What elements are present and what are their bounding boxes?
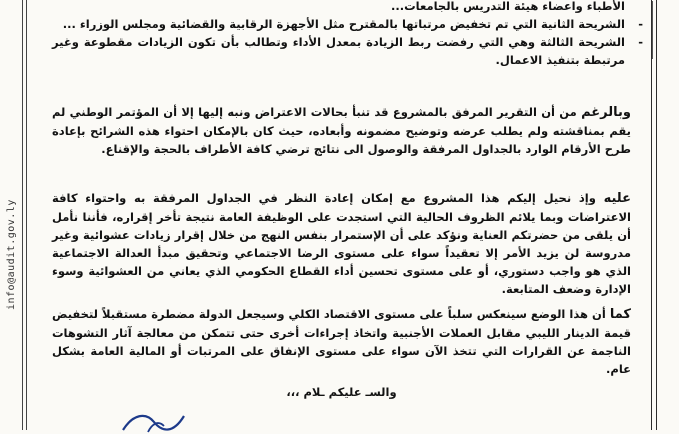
- bullet-dash: -: [638, 35, 643, 49]
- paragraph-1-text: من أن التقرير المرفق بالمشروع قد تنبأ بحالات الاعتراض ونبه إليها إلا أن المؤتمر الوطني لم يقم بمناقشته ولم يطلب عرضه وتوضيح مضمونه وأبعاده، حيث كان بالإمكان احتواء هذه الشرائح بإعادة طرح الأرقام الوارد بالجداول المرفقة والوصول الى نتائج ترضي كافة الأطراف بالحجة والإقناع.: [52, 105, 631, 156]
- bullet-item: - الشريحة الثالثة وهي التي رفضت ربط الزيادة بمعدل الأداء وتطالب بأن تكون الزيادات مقطوعة وغير مرتبطة بتنفيذ الاعمال.: [52, 35, 643, 67]
- bullet-dash: -: [638, 17, 643, 31]
- side-contact-email: info@audit.gov.ly: [6, 199, 17, 310]
- paragraph-2-keyword: عليه: [603, 191, 631, 206]
- paragraph-3: [52, 305, 631, 378]
- left-border-frame: [22, 0, 27, 430]
- bullet-item: الأطباء واعضاء هيئة التدريس بالجامعات...: [391, 0, 625, 13]
- paragraph-1: [52, 103, 631, 158]
- closing-salutation: والسـ عليكم ـلام ،،،: [286, 385, 397, 399]
- letter-body: [52, 0, 643, 430]
- bullet-vertical-rule: [652, 1, 653, 59]
- bullet-item: - الشريحة الثانية التي تم تخفيض مرتباتها بالمقترح مثل الأجهزة الرقابية والقضائية ومجلس الوزراء ...: [62, 17, 643, 31]
- paragraph-1-keyword: وبالرغم: [581, 105, 631, 120]
- paragraph-2-text: وإذ نحيل إليكم هذا المشروع مع إمكان إعادة النظر في الجداول المرفقة به واحتواء كافة الاعتراضات وبما يلائم الظروف الحالية التي استجدت على الوظيفة العامة نتيجة تأخر إقراره، فأننا نأمل أن يلقى من حضرتكم العناية ونؤكد على أن الإستمرار بنفس النهج من خلال إقرار زيادات عشوائية وغير مدروسة لن يزيد الأمر إلا تعقيداً سواء على مستوى الرضا الاجتماعي وتحقيق مبدأ العدالة الاجتماعية الذي هو واجب دستوري، أو على مستوى تحسين أداء القطاع الحكومي الذي يعاني من العشوائية وسوء الإدارة وضعف المتابعة.: [52, 191, 631, 296]
- right-border-frame: [651, 0, 657, 430]
- paragraph-3-text: أن هذا الوضع سينعكس سلباً على مستوى الاقتصاد الكلي وسيجعل الدولة مضطرة مستقبلاً لتخفيض قيمة الدينار الليبي مقابل العملات الأجنبية واتخاذ إجراءات أخرى حتى تتمكن من معالجة آثار التشوهات الناجمة عن القرارات التي تتخذ الآن سواء على مستوى الإنفاق على المرتبات أو المالية العامة بشكل عام.: [52, 307, 631, 376]
- paragraph-2: [52, 189, 631, 298]
- paragraph-3-keyword: كما: [609, 307, 631, 322]
- bullet-list: [52, 0, 643, 69]
